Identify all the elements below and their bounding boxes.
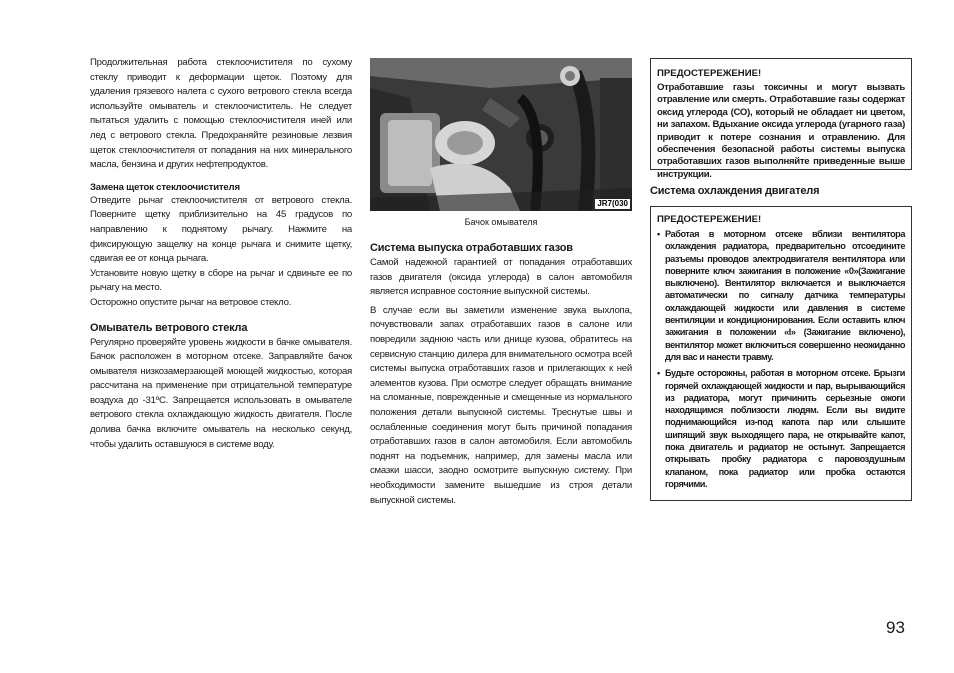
intro-paragraph: Продолжительная работа стеклоочистителя по сухому стеклу приводит к деформации щеток. Поэтому для удаления грязевого налета с сухого ветрового стекла всегда используйте омыватель и стеклоочиститель. Не следует пытаться удалить с помощью стеклоочистителя иней или лед с ветрового стекла. Предохраняйте резиновые лезвия щеток стеклоочистителя от попадания на них минерального масла, бензина и других нефтепродуктов.: [90, 57, 352, 171]
wiper-step-3: Осторожно опустите рычаг на ветровое стекло.: [90, 296, 292, 308]
bullet-icon: •: [657, 229, 660, 239]
photo-code-label: JR7(030: [597, 199, 628, 208]
left-column: [90, 56, 352, 452]
cooling-warning-box: [650, 206, 912, 501]
wiper-step-1: Отведите рычаг стеклоочистителя от ветрового стекла. Поверните щетку приблизительно на 45 градусов по направлению к поднятому рычагу. Нажмите на фиксирующую защелку на конце рычага и снимите щетку, сдвигая ее от конца рычага.: [90, 194, 352, 265]
wiper-step-2: Установите новую щетку в сборе на рычаг и сдвиньте ее по рычагу на место.: [90, 267, 352, 294]
exhaust-warning-text: Отработавшие газы токсичны и могут вызвать отравление или смерть. Отработавшие газы содержат оксид углерода (СО), который не обладает ни цветом, ни запахом. Вдыхание оксида углерода (угарного газа) приводит к потере сознания и отравлению. Для обеспечения безопасной работы системы выпуска отработавших газов выполняйте приведенные выше инструкции.: [657, 82, 905, 180]
bullet-icon: •: [657, 368, 660, 379]
exhaust-paragraph-1: Самой надежной гарантией от попадания отработавших газов двигателя (оксида углерода) в салон автомобиля является исправное состояние выпускной системы.: [370, 257, 632, 298]
exhaust-paragraph-2: В случае если вы заметили изменение звука выхлопа, почувствовали запах отработавших газов в салоне или повредили заднюю часть или днище кузова, обратитесь на сервисную станцию дилера для внимательного осмотра всей системы выпуска отработавших газов и прилегающих к ней элементов кузова. При осмотре следует обращать внимание на сломанные, поврежденные и смещенные из нормального положения детали выпускной системы. Треснутые швы и ослабленные соединения могут быть причиной попадания отработавших газов в салон автомобиля. Если автомобиль поднят на подъемник, например, для замены масла или смазки шасси, заодно осмотрите выпускную систему. При необходимости замените вышедшие из строя детали выпускной системы.: [370, 304, 632, 506]
right-column: [650, 58, 912, 501]
exhaust-warning-box: [650, 58, 912, 180]
warning-title: ПРЕДОСТЕРЕЖЕНИЕ!: [657, 68, 762, 79]
list-item: [657, 367, 905, 490]
exhaust-heading: Система выпуска отработавших газов: [370, 242, 573, 254]
washer-paragraph: Регулярно проверяйте уровень жидкости в бачке омывателя. Бачок расположен в моторном отсеке. Заправляйте бачок омывателя низкозамерзающей моющей жидкостью, которая рассчитана на применение при отрицательной температуре воздуха до -31ºС. Запрещается использовать в омывателе ветрового стекла охлаждающую жидкость двигателя. После долива бачка включите омыватель на несколько секунд, чтобы удалить оставшуюся в системе воду.: [90, 336, 352, 450]
cooling-warning-list: [657, 228, 905, 490]
warning-title: ПРЕДОСТЕРЕЖЕНИЕ!: [657, 214, 762, 225]
page-number: 93: [886, 618, 905, 637]
list-item-text: Будьте осторожны, работая в моторном отсеке. Брызги горячей охлаждающей жидкости и пар, вырывающийся из радиатора, могут причинить серьезные ожоги находящимся поблизости людям. Если вы видите поднимающийся из-под капота пар или слышите шипящий звук выходящего пара, не открывайте капот, пока двигатель и радиатор не остынут. Запрещается открывать пробку радиатора с паровоздушным клапаном, пока радиатор или пробка остаются горячими.: [665, 368, 905, 489]
list-item: [657, 228, 905, 363]
washer-reservoir-photo: [370, 58, 632, 211]
cooling-system-heading: Система охлаждения двигателя: [650, 185, 820, 197]
middle-column: [370, 58, 632, 508]
wiper-replacement-heading: Замена щеток стеклоочистителя: [90, 181, 240, 193]
engine-bay-illustration: [370, 58, 632, 211]
washer-heading: Омыватель ветрового стекла: [90, 321, 248, 334]
photo-caption: Бачок омывателя: [464, 217, 538, 227]
list-item-text: Работая в моторном отсеке вблизи вентилятора охлаждения радиатора, предварительно отсоедините разъемы проводов электродвигателя вентилятора или поверните ключ зажигания в положение «0»(Зажигание выключено). Вентилятор включается и выключается автоматически по сигналу датчика температуры охлаждающей жидкости или давления в системе вентиляции и кондиционирования. Если оставить ключ зажигания в положении «I» (Зажигание включено), вентилятор может включиться совершенно неожиданно для вас и нанести травму.: [665, 229, 905, 362]
